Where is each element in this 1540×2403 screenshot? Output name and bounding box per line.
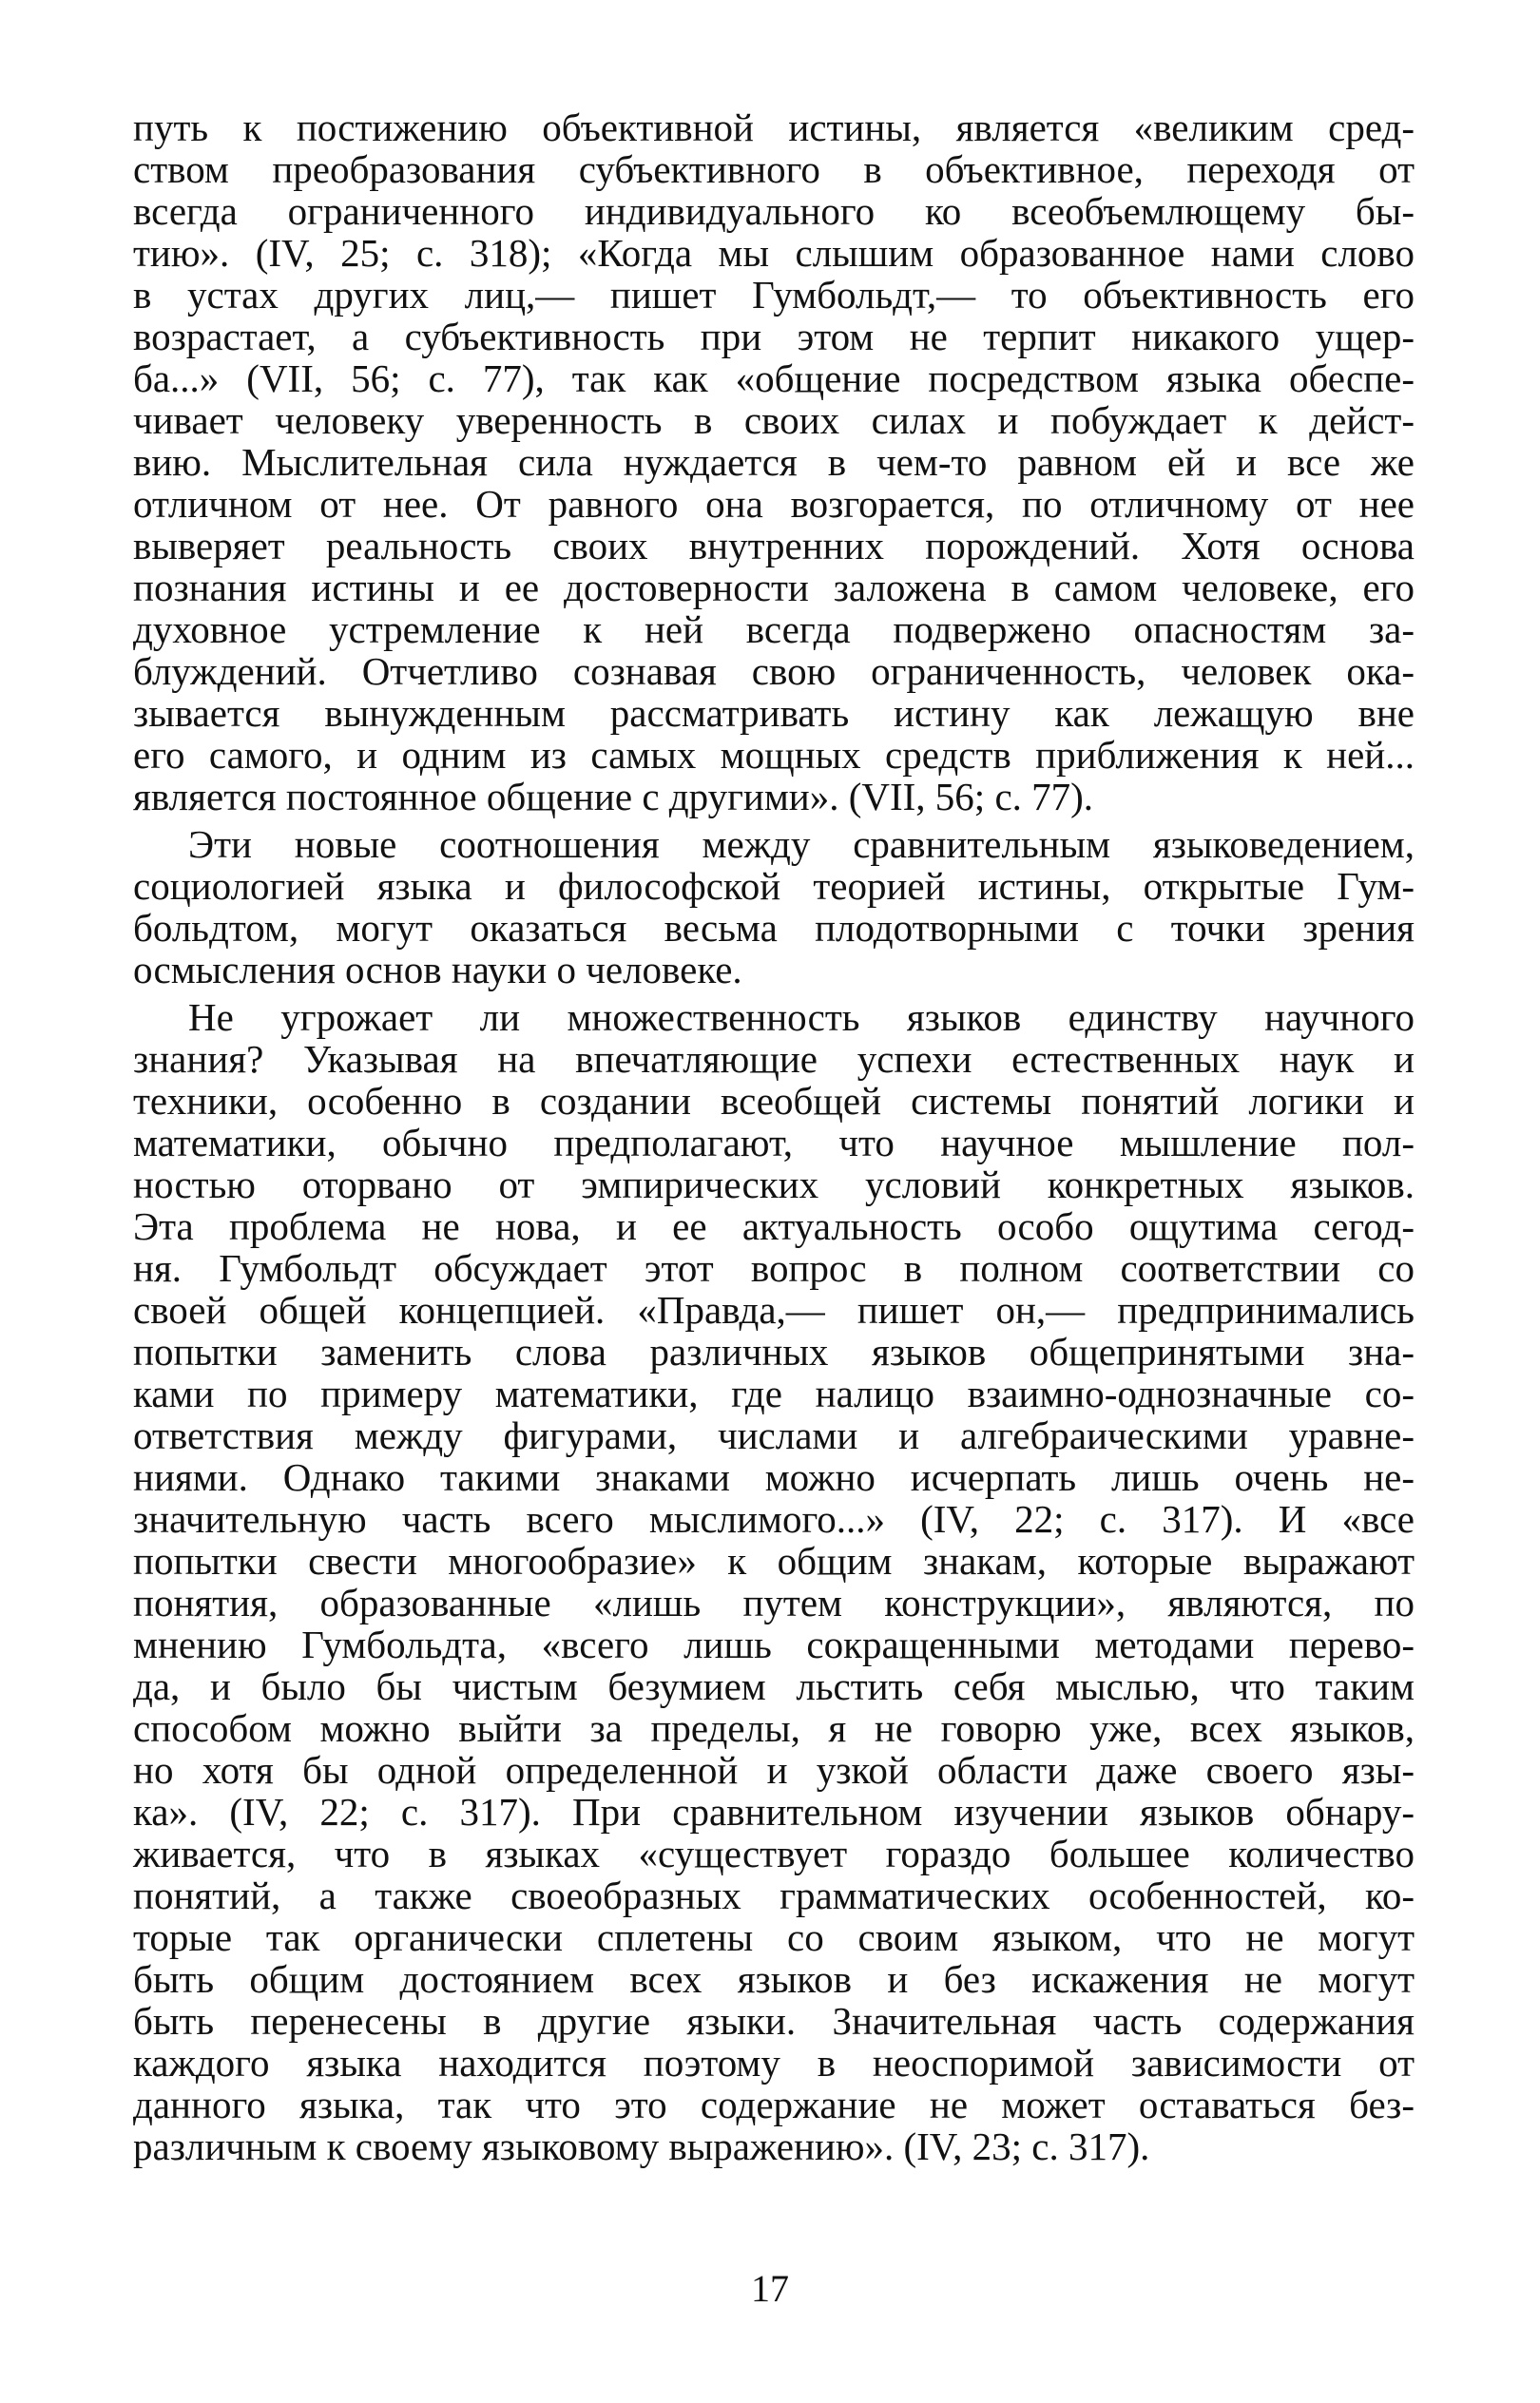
text-line: каждого языка находится поэтому в неоспоримой зависимости от: [133, 2041, 1415, 2085]
text-line: всегда ограниченного индивидуального ко всеобъемлющему бы-: [133, 189, 1415, 233]
text-line: данного языка, так что это содержание не может оставаться без-: [133, 2083, 1415, 2126]
text-line: тию». (IV, 25; с. 318); «Когда мы слышим образованное нами слово: [133, 231, 1415, 275]
text-line: ответствия между фигурами, числами и алгебраическими уравне-: [133, 1413, 1415, 1457]
text-line: знания? Указывая на впечатляющие успехи естественных наук и: [133, 1037, 1415, 1081]
text-line: вию. Мыслительная сила нуждается в чем-то равном ей и все же: [133, 440, 1415, 484]
paragraph: [133, 106, 1415, 817]
text-line: осмысления основ науки о человеке.: [133, 948, 742, 991]
text-line: своей общей концепцией. «Правда,— пишет он,— предпринимались: [133, 1288, 1415, 1332]
paragraph: [133, 823, 1415, 990]
text-line: блуждений. Отчетливо сознавая свою ограниченность, человек ока-: [133, 649, 1415, 693]
text-line: зывается вынужденным рассматривать истину как лежащую вне: [133, 691, 1415, 735]
text-line: ня. Гумбольдт обсуждает этот вопрос в полном соответствии со: [133, 1246, 1415, 1290]
text-line: является постоянное общение с другими». (VII, 56; с. 77).: [133, 775, 1094, 818]
text-line: да, и было бы чистым безумием льстить себя мыслью, что таким: [133, 1664, 1415, 1708]
text-line: но хотя бы одной определенной и узкой области даже своего язы-: [133, 1748, 1415, 1792]
text-line: мнению Гумбольдта, «всего лишь сокращенными методами перево-: [133, 1623, 1415, 1666]
text-line: ба...» (VII, 56; с. 77), так как «общение посредством языка обеспе-: [133, 356, 1415, 400]
text-line: различным к своему языковому выражению». (IV, 23; с. 317).: [133, 2124, 1150, 2168]
text-line: быть общим достоянием всех языков и без искажения не могут: [133, 1957, 1415, 2001]
text-line: ниями. Однако такими знаками можно исчерпать лишь очень не-: [133, 1455, 1415, 1499]
text-line: быть перенесены в другие языки. Значительная часть содержания: [133, 1999, 1415, 2043]
text-line: духовное устремление к ней всегда подвержено опасностям за-: [133, 607, 1415, 651]
text-line: ностью оторвано от эмпирических условий конкретных языков.: [133, 1163, 1415, 1206]
text-line: способом можно выйти за пределы, я не говорю уже, всех языков,: [133, 1706, 1415, 1750]
text-line: возрастает, а субъективность при этом не терпит никакого ущер-: [133, 315, 1415, 358]
text-line: попытки свести многообразие» к общим знакам, которые выражают: [133, 1539, 1415, 1583]
text-line: Эти новые соотношения между сравнительным языковедением,: [188, 822, 1415, 866]
text-line: понятия, образованные «лишь путем конструкции», являются, по: [133, 1581, 1415, 1624]
text-line: техники, особенно в создании всеобщей системы понятий логики и: [133, 1079, 1415, 1123]
text-line: Эта проблема не нова, и ее актуальность особо ощутима сегод-: [133, 1204, 1415, 1248]
text-line: значительную часть всего мыслимого...» (IV, 22; с. 317). И «все: [133, 1497, 1415, 1541]
text-line: путь к постижению объективной истины, является «великим сред-: [133, 106, 1415, 149]
text-line: чивает человеку уверенность в своих силах и побуждает к дейст-: [133, 398, 1415, 442]
text-line: отличном от нее. От равного она возгорается, по отличному от нее: [133, 482, 1415, 526]
paragraph: [133, 996, 1415, 2167]
text-line: понятий, а также своеобразных грамматических особенностей, ко-: [133, 1874, 1415, 1917]
text-line: математики, обычно предполагают, что научное мышление пол-: [133, 1121, 1415, 1164]
body-text: [133, 106, 1415, 2167]
text-line: попытки заменить слова различных языков общепринятыми зна-: [133, 1330, 1415, 1374]
text-line: живается, что в языках «существует гораздо большее количество: [133, 1832, 1415, 1875]
text-line: познания истины и ее достоверности заложена в самом человеке, его: [133, 566, 1415, 609]
text-line: больдтом, могут оказаться весьма плодотворными с точки зрения: [133, 906, 1415, 950]
text-line: ством преобразования субъективного в объективное, переходя от: [133, 147, 1415, 191]
text-line: выверяет реальность своих внутренних порождений. Хотя основа: [133, 524, 1415, 567]
text-line: торые так органически сплетены со своим языком, что не могут: [133, 1915, 1415, 1959]
text-line: социологией языка и философской теорией истины, открытые Гум-: [133, 864, 1415, 908]
page-number: 17: [751, 2267, 789, 2310]
text-line: ками по примеру математики, где налицо взаимно-однозначные со-: [133, 1372, 1415, 1415]
text-line: Не угрожает ли множественность языков единству научного: [188, 995, 1415, 1039]
text-line: его самого, и одним из самых мощных средств приближения к ней...: [133, 733, 1415, 777]
text-line: ка». (IV, 22; с. 317). При сравнительном изучении языков обнару-: [133, 1790, 1415, 1834]
text-line: в устах других лиц,— пишет Гумбольдт,— то объективность его: [133, 273, 1415, 317]
